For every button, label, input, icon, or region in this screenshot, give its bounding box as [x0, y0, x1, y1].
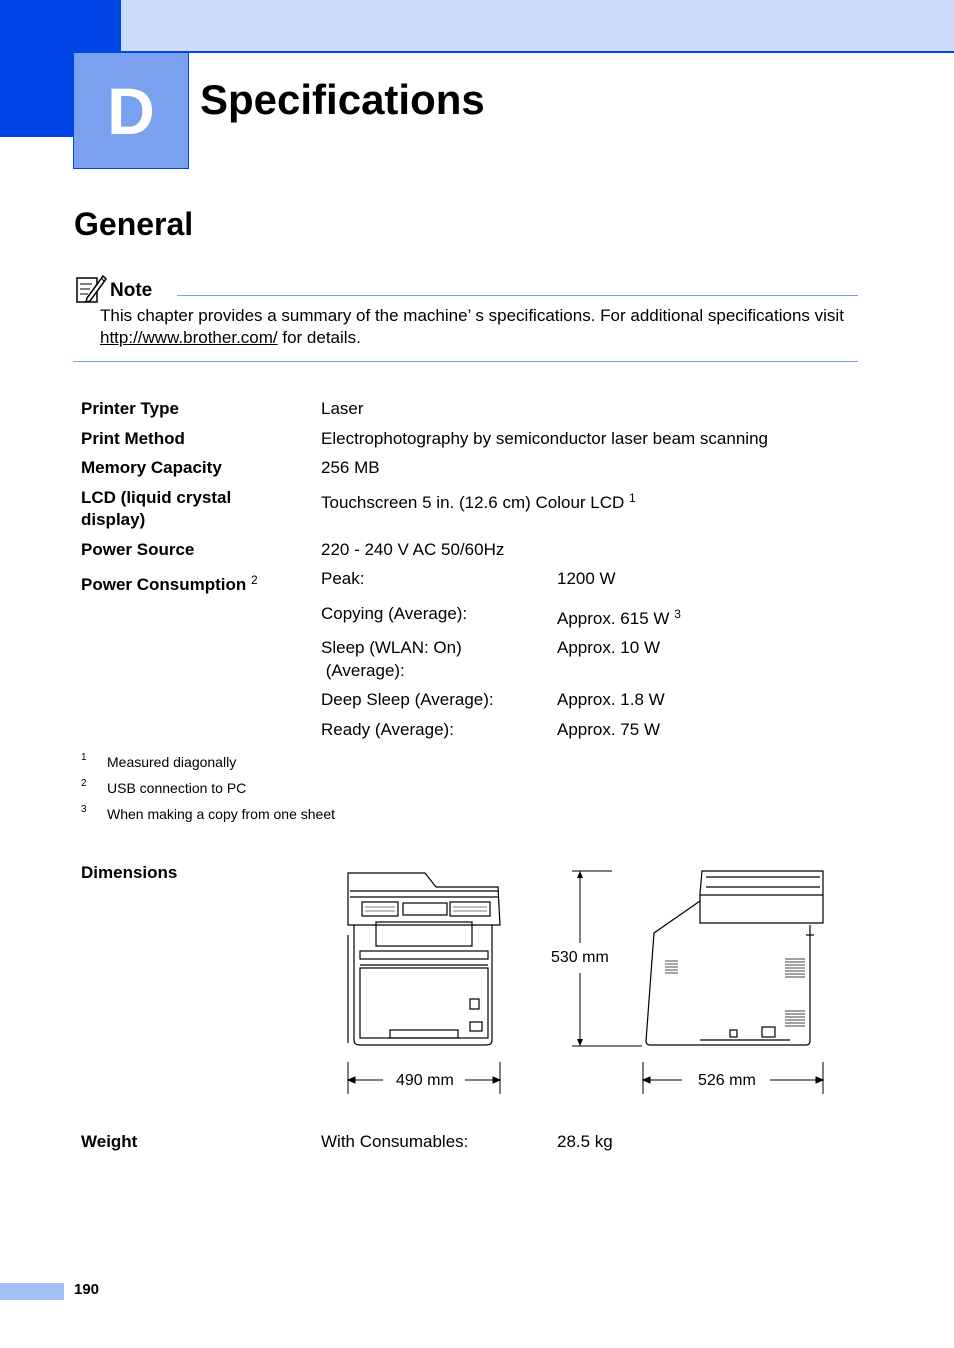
printer-side-view-drawing: [570, 865, 830, 1095]
spec-label-print-method: Print Method: [81, 429, 185, 448]
spec-value-print-method: Electrophotography by semiconductor laser beam scanning: [321, 429, 768, 448]
power-value-ready: Approx. 75 W: [557, 720, 660, 739]
weight-mode: With Consumables:: [321, 1132, 469, 1151]
weight-value: 28.5 kg: [557, 1132, 613, 1151]
footnote-number: 2: [81, 778, 87, 789]
page-number-tab: [0, 1283, 64, 1300]
spec-value-lcd: [321, 492, 636, 514]
spec-value-power-source: 220 - 240 V AC 50/60Hz: [321, 540, 505, 559]
power-mode-ready: Ready (Average):: [321, 720, 454, 739]
power-value-copying-text: Approx. 615 W: [557, 609, 670, 628]
power-mode-copying: Copying (Average):: [321, 604, 468, 623]
chapter-letter-box: [73, 53, 189, 169]
footnote-text: When making a copy from one sheet: [107, 806, 336, 822]
power-mode-peak: Peak:: [321, 569, 365, 588]
footnote-text: USB connection to PC: [107, 780, 247, 796]
power-value-deep-sleep: Approx. 1.8 W: [557, 690, 665, 709]
note-text-before: This chapter provides a summary of the machine’ s specifications. For additional specifications visit: [100, 306, 844, 325]
spec-label-lcd-line2: display): [81, 510, 146, 529]
printer-front-view-drawing: [340, 865, 510, 1095]
spec-label-weight: Weight: [81, 1132, 138, 1151]
spec-label-power-consumption-text: Power Consumption: [81, 575, 247, 594]
note-divider-bottom: [73, 361, 858, 362]
spec-label-dimensions: Dimensions: [81, 863, 178, 882]
spec-label-printer-type: Printer Type: [81, 399, 179, 418]
spec-label-power-source: Power Source: [81, 540, 195, 559]
spec-label-memory: Memory Capacity: [81, 458, 222, 477]
dimension-depth: 526 mm: [698, 1072, 756, 1089]
footnote-text: Measured diagonally: [107, 754, 237, 770]
note-divider-top: [177, 295, 858, 296]
note-label: Note: [110, 280, 153, 301]
note-pencil-icon: [75, 272, 107, 304]
footnote-ref-2: 2: [251, 573, 258, 587]
spec-label-power-consumption: [81, 574, 258, 596]
header-band-light: [121, 0, 954, 52]
spec-value-printer-type: Laser: [321, 399, 364, 418]
brother-link[interactable]: http://www.brother.com/: [100, 328, 278, 347]
spec-label-lcd-line1: LCD (liquid crystal: [81, 488, 232, 507]
spec-value-memory: 256 MB: [321, 458, 380, 477]
footnote-number: 1: [81, 752, 87, 763]
chapter-title: Specifications: [200, 76, 485, 123]
power-mode-sleep-line1: Sleep (WLAN: On): [321, 638, 462, 657]
power-value-peak: 1200 W: [557, 569, 616, 588]
footnote-number: 3: [81, 804, 87, 815]
power-mode-sleep-line2: (Average):: [321, 661, 405, 680]
note-text: [100, 305, 860, 349]
chapter-letter: D: [107, 73, 155, 148]
section-title: General: [74, 206, 194, 242]
power-mode-deep-sleep: Deep Sleep (Average):: [321, 690, 494, 709]
note-text-after: for details.: [277, 328, 361, 347]
dimension-height: 530 mm: [551, 949, 609, 966]
power-value-sleep: Approx. 10 W: [557, 638, 660, 657]
power-value-copying: [557, 608, 681, 630]
footnote-ref-1: 1: [629, 491, 636, 505]
spec-value-lcd-text: Touchscreen 5 in. (12.6 cm) Colour LCD: [321, 493, 625, 512]
footnote-ref-3: 3: [674, 607, 681, 621]
dimension-width: 490 mm: [396, 1072, 454, 1089]
page-number: 190: [74, 1281, 100, 1298]
header-band-line: [121, 51, 954, 53]
